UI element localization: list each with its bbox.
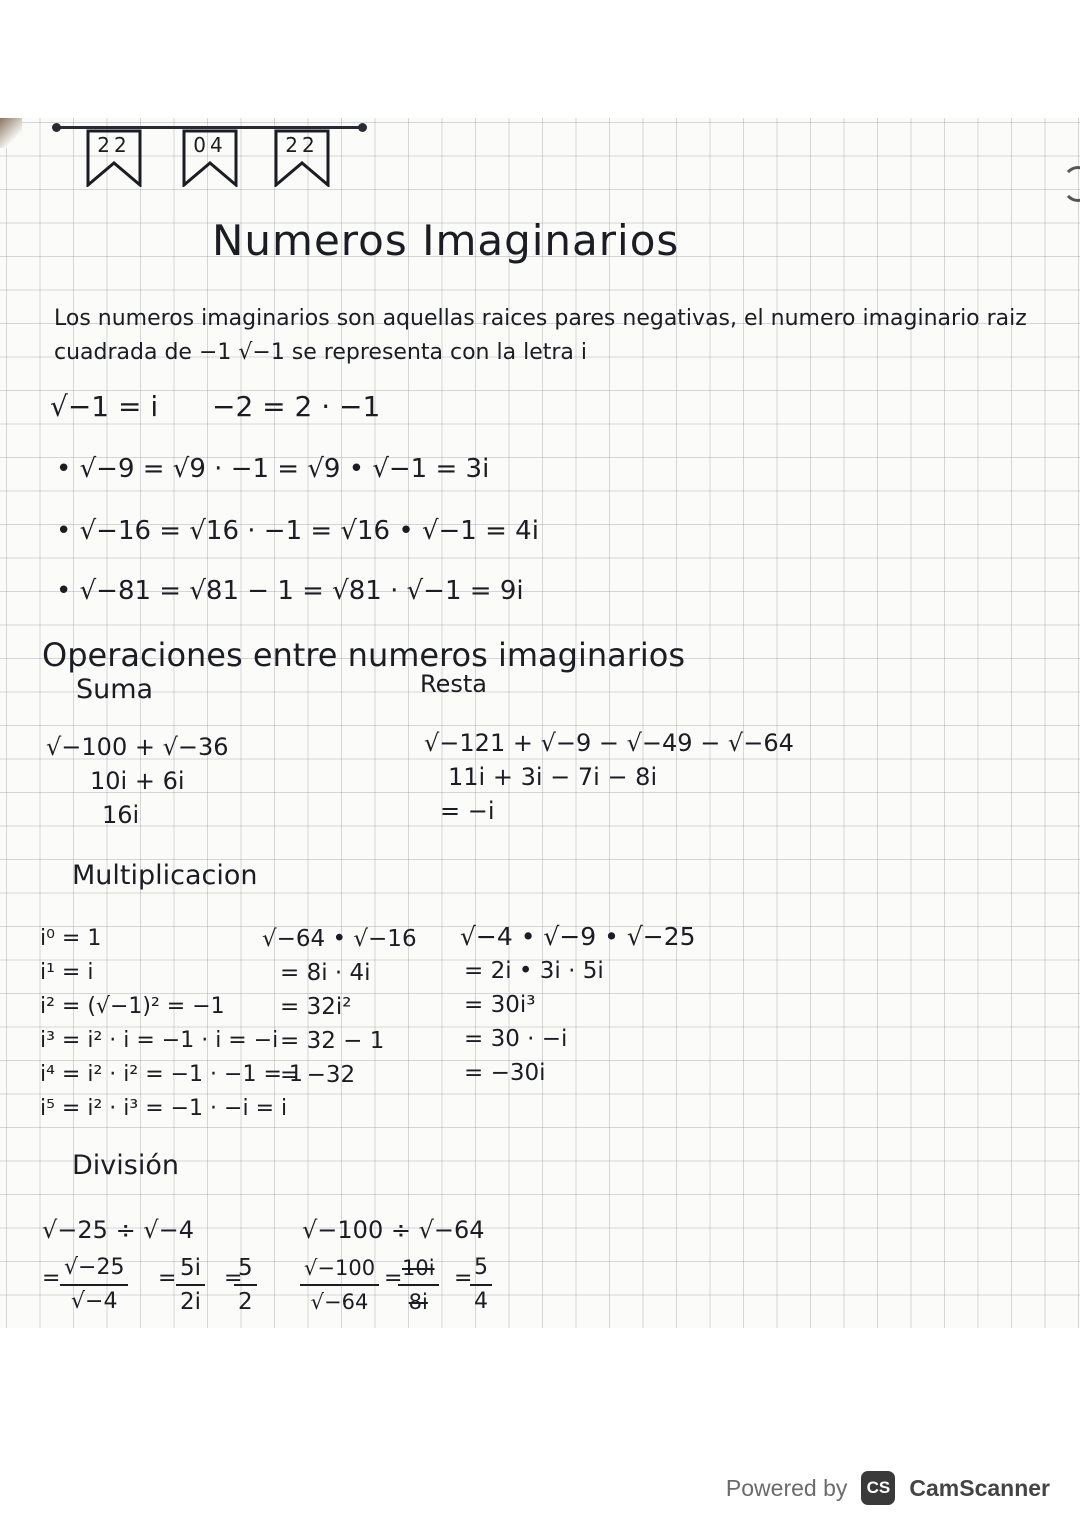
- ex2-frac2-num: 10i: [398, 1252, 439, 1286]
- power-i5: i⁵ = i² · i³ = −1 · −i = i: [40, 1096, 288, 1121]
- definition-right: −2 = 2 · −1: [212, 390, 381, 423]
- date-flag-month: [182, 129, 238, 187]
- intro-line-1: Los numeros imaginarios son aquellas raices pares negativas, el numero imaginario raiz: [54, 306, 1027, 331]
- date-banner-dot-left: [52, 123, 61, 132]
- division-ex2-equals-3: =: [454, 1266, 473, 1291]
- mult1-line-2: = 8i · 4i: [280, 960, 371, 986]
- resta-line-1: √−121 + √−9 − √−49 − √−64: [424, 729, 794, 757]
- division-ex1-top: √−25 ÷ √−4: [42, 1216, 194, 1244]
- ex1-frac2-num: 5i: [176, 1252, 205, 1286]
- date-banner-dot-right: [358, 123, 367, 132]
- resta-line-2: 11i + 3i − 7i − 8i: [448, 763, 658, 791]
- mult1-line-5: = −32: [280, 1062, 356, 1088]
- mult2-line-5: = −30i: [464, 1060, 546, 1086]
- suma-block: [46, 730, 229, 832]
- example-2: • √−16 = √16 · −1 = √16 • √−1 = 4i: [56, 516, 539, 546]
- date-day: 22: [97, 133, 131, 157]
- suma-label: Suma: [76, 674, 154, 705]
- operations-heading: Operaciones entre numeros imaginarios: [42, 636, 686, 674]
- division-ex1-fraction-2: [176, 1252, 205, 1318]
- power-i0: i⁰ = 1: [40, 926, 102, 951]
- multiplicacion-example-2: [460, 920, 696, 1090]
- example-1: • √−9 = √9 · −1 = √9 • √−1 = 3i: [56, 454, 490, 484]
- resta-line-3: = −i: [440, 797, 495, 825]
- division-ex1-fraction-3: [234, 1252, 257, 1318]
- intro-line-2: cuadrada de −1 √−1 se representa con la letra i: [54, 340, 587, 365]
- mult2-line-2: = 2i • 3i · 5i: [464, 958, 604, 984]
- division-ex1-fraction-1: [60, 1252, 128, 1318]
- division-ex2-fraction-3: [470, 1252, 492, 1318]
- mult2-line-4: = 30 · −i: [464, 1026, 568, 1052]
- page-corner: [0, 118, 22, 148]
- power-i3: i³ = i² · i = −1 · i = −i: [40, 1028, 279, 1053]
- notebook-page: [0, 118, 1080, 1328]
- multiplicacion-example-1: [262, 922, 417, 1092]
- suma-line-1: √−100 + √−36: [46, 733, 229, 761]
- example-3: • √−81 = √81 − 1 = √81 · √−1 = 9i: [56, 576, 524, 606]
- suma-line-2: 10i + 6i: [90, 767, 185, 795]
- mult2-line-3: = 30i³: [464, 992, 536, 1018]
- ex2-frac3-den: 4: [474, 1289, 488, 1314]
- ex1-frac1-den: √−4: [71, 1289, 118, 1314]
- division-ex1-equals-2: =: [158, 1266, 177, 1291]
- ex1-frac1-num: √−25: [60, 1252, 128, 1286]
- ex1-frac3-den: 2: [238, 1289, 253, 1315]
- ex2-frac1-den: √−64: [310, 1290, 369, 1314]
- resta-label: Resta: [420, 670, 487, 698]
- ex2-frac3-num: 5: [470, 1252, 492, 1286]
- division-ex2-equals-2: =: [384, 1266, 403, 1291]
- camscanner-watermark: [726, 1468, 1050, 1508]
- multiplicacion-label: Multiplicacion: [72, 860, 258, 891]
- division-ex1-equals: =: [42, 1266, 61, 1291]
- division-ex2-fraction-2: [398, 1252, 439, 1318]
- ex2-frac2-den: 8i: [408, 1290, 428, 1314]
- date-flag-day: [86, 129, 142, 187]
- division-ex1-equals-3: =: [224, 1266, 243, 1291]
- ex1-frac3-num: 5: [234, 1252, 257, 1286]
- power-i4: i⁴ = i² · i² = −1 · −1 = 1: [40, 1062, 303, 1087]
- camscanner-logo-icon: CS: [861, 1471, 895, 1505]
- power-i1: i¹ = i: [40, 960, 94, 985]
- definition-left: √−1 = i: [50, 390, 159, 423]
- page-title: Numeros Imaginarios: [212, 216, 680, 265]
- powered-by-text: Powered by: [725, 1474, 848, 1501]
- mult2-line-1: √−4 • √−9 • √−25: [460, 922, 696, 951]
- ex2-frac1-num: √−100: [300, 1252, 379, 1286]
- date-year: 22: [285, 133, 319, 157]
- suma-line-3: 16i: [102, 801, 140, 829]
- resta-block: [424, 726, 794, 828]
- camscanner-brand: CamScanner: [909, 1474, 1050, 1501]
- ex1-frac2-den: 2i: [180, 1289, 202, 1315]
- mult1-line-1: √−64 • √−16: [262, 926, 417, 952]
- mult1-line-3: = 32i²: [280, 994, 352, 1020]
- date-flag-year: [274, 129, 330, 187]
- power-i2: i² = (√−1)² = −1: [40, 994, 225, 1019]
- division-label: División: [72, 1150, 179, 1181]
- division-ex2-fraction-1: [300, 1252, 379, 1318]
- mult1-line-4: = 32 − 1: [280, 1028, 385, 1054]
- division-ex2-top: √−100 ÷ √−64: [302, 1216, 485, 1244]
- date-month: 04: [193, 133, 227, 157]
